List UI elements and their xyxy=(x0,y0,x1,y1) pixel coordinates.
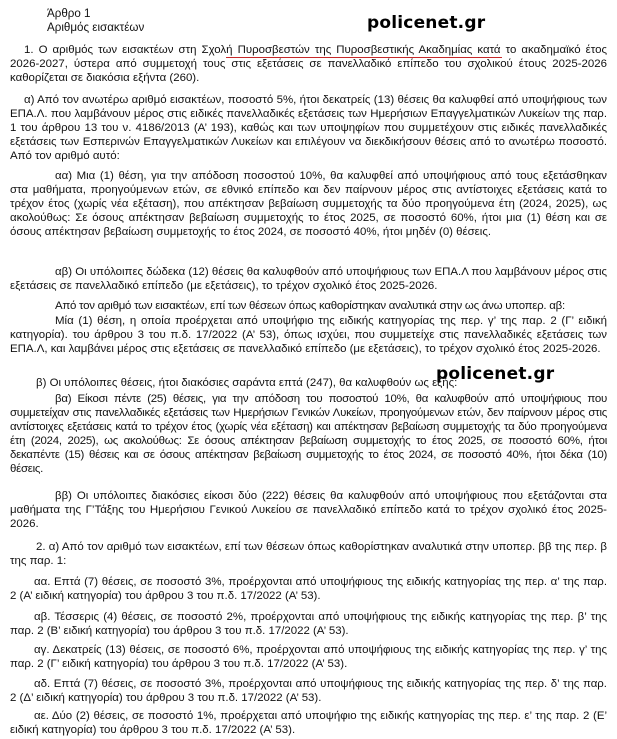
paragraph-1: 1. Ο αριθμός των εισακτέων στη Σχολή Πυροσβεστών της Πυροσβεστικής Ακαδημίας κατά το ακαδημαϊκό έτος 2026-2027, ύστερα από συμμετοχή τους στις εξετάσεις σε πανελλαδικό επίπεδο του σχολικού έτους 2025-2026 καθορίζεται σε διακόσια εξήντα (260). xyxy=(10,44,607,85)
paragraph-2a-aa: αα. Επτά (7) θέσεις, σε ποσοστό 3%, προέρχονται από υποψήφιους της ειδικής κατηγορίας της περ. α’ της παρ. 2 (Α’ ειδική κατηγορία) του άρθρου 3 του π.δ. 17/2022 (Α’ 53). xyxy=(10,576,607,603)
paragraph-1a: α) Από τον ανωτέρω αριθμό εισακτέων, ποσοστό 5%, ήτοι δεκατρείς (13) θέσεις θα καλυφθεί από υποψήφιους των ΕΠΑ.Λ. που λαμβάνουν μέρος στις ειδικές πανελλαδικές εξετάσεις των Ημερήσιων Επαγγελματικών Λυκείων της παρ. 1 του άρθρου 13 του ν. 4186/2013 (Α’ 193), καθώς και των υποψηφίων που συμμετέχουν στις ειδικές πανελλαδικές εξετάσεις των Εσπερινών Επαγγελματικών Λυκείων και επιλέγουν να διεκδικήσουν θέσεις από το ανωτέρω ποσοστό. Από τον αριθμό αυτό: xyxy=(10,94,607,163)
paragraph-1a-aa: αα) Μια (1) θέση, για την απόδοση ποσοστού 10%, θα καλυφθεί από υποψήφιους από τους εξετάσθηκαν στα μαθήματα, προηγούμενων ετών, σε εθνικό επίπεδο και δεν παίρνουν μέρος στις αντίστοιχες εξετάσεις κατά το τρέχον έτος (χωρίς νέα εξέταση), που απέκτησαν βεβαίωση συμμετοχής τα δύο προηγούμενα έτη (2024, 2025), ως ακολούθως: Σε όσους απέκτησαν βεβαίωση συμμετοχής το έτος 2025, σε ποσοστό 60%, ήτοι μια (1) θέση και σε όσους απέκτησαν βεβαίωση συμμετοχής το έτος 2024, σε ποσοστό 40%, ήτοι μηδέν (0) θέσεις. xyxy=(10,170,607,239)
paragraph-2a: 2. α) Από τον αριθμό των εισακτέων, επί των θέσεων όπως καθορίστηκαν αναλυτικά στην υποπερ. ββ της περ. β της παρ. 1: xyxy=(10,541,607,568)
paragraph-2a-ad: αδ. Επτά (7) θέσεις, σε ποσοστό 3%, προέρχονται από υποψήφιους της ειδικής κατηγορίας της περ. δ’ της παρ. 2 (Δ’ ειδική κατηγορία) του άρθρου 3 του π.δ. 17/2022 (Α’ 53). xyxy=(10,678,607,705)
paragraph-1b-bb: ββ) Οι υπόλοιπες διακόσιες είκοσι δύο (222) θέσεις θα καλυφθούν από υποψήφιους που εξετάζονται στα μαθήματα της Γ’Τάξης του Ημερήσιου Γενικού Λυκείου σε πανελλαδικό επίπεδο κατά το τρέχον σχολικό έτος 2025-2026. xyxy=(10,490,607,531)
paragraph-1a-ab: αβ) Οι υπόλοιπες δώδεκα (12) θέσεις θα καλυφθούν από υποψήφιους των ΕΠΑ.Λ που λαμβάνουν μέρος στις εξετάσεις σε πανελλαδικό επίπεδο (με εξετάσεις), το τρέχον σχολικό έτος 2025-2026. xyxy=(10,266,607,293)
paragraph-1a-ab-note: Από τον αριθμό των εισακτέων, επί των θέσεων όπως καθορίστηκαν αναλυτικά στην ως άνω υποπερ. αβ: xyxy=(55,300,565,312)
paragraph-1a-ab-special: Μία (1) θέση, η οποία προέρχεται από υποψήφιο της ειδικής κατηγορίας της περ. γ’ της παρ. 2 (Γ’ ειδική κατηγορία). του άρθρου 3 του π.δ. 17/2022 (Α’ 53), όπως ισχύει, που συμμετείχε στις πανελλαδικές εξετάσεις των ΕΠΑ.Λ, και λαμβάνει μέρος στις εξετάσεις σε πανελλαδικό επίπεδο (με εξετάσεις), το τρέχον σχολικό έτος 2025-2026. xyxy=(10,315,607,356)
paragraph-2a-ag: αγ. Δεκατρείς (13) θέσεις, σε ποσοστό 6%, προέρχονται από υποψήφιους της ειδικής κατηγορίας της περ. γ’ της παρ. 2 (Γ’ ειδική κατηγορία) του άρθρου 3 του π.δ. 17/2022 (Α’ 53). xyxy=(10,644,607,671)
watermark-logo: policenet.gr xyxy=(367,13,486,33)
article-subtitle: Αριθμός εισακτέων xyxy=(47,21,145,34)
paragraph-1b: β) Οι υπόλοιπες θέσεις, ήτοι διακόσιες σαράντα επτά (247), θα καλυφθούν ως εξής: xyxy=(36,377,458,389)
article-title: Άρθρο 1 xyxy=(47,7,91,20)
watermark-logo-mid: policenet.gr xyxy=(436,364,555,384)
paragraph-1b-ba: βα) Είκοσι πέντε (25) θέσεις, για την απόδοση του ποσοστού 10%, θα καλυφθούν από υποψήφιους που συμμετείχαν στις πανελλαδικές εξετάσεις των Ημερήσιων Γενικών Λυκείων, προηγούμενων ετών, δεν παίρνουν μέρος στις αντίστοιχες εξετάσεις κατά το τρέχον έτος (χωρίς νέα εξέταση) και απέκτησαν βεβαίωση συμμετοχής τα δύο προηγούμενα έτη (2024, 2025), ως ακολούθως: Σε όσους απέκτησαν βεβαίωση συμμετοχής το έτος 2025, σε ποσοστό 60%, ήτοι δεκαπέντε (15) θέσεις και σε όσους απέκτησαν βεβαίωση συμμετοχής το έτος 2024, σε ποσοστό 40%, ήτοι δέκα (10) θέσεις. xyxy=(10,393,607,476)
paragraph-2a-ab: αβ. Τέσσερις (4) θέσεις, σε ποσοστό 2%, προέρχονται από υποψήφιους της ειδικής κατηγορίας της περ. β’ της παρ. 2 (Β’ ειδική κατηγορία) του άρθρου 3 του π.δ. 17/2022 (Α’ 53). xyxy=(10,611,607,638)
paragraph-2a-ae: αε. Δύο (2) θέσεις, σε ποσοστό 1%, προέρχεται από υποψήφιο της ειδικής κατηγορίας της περ. ε’ της παρ. 2 (Ε’ ειδική κατηγορία) του άρθρου 3 του π.δ. 17/2022 (Α’ 53). xyxy=(10,710,607,737)
